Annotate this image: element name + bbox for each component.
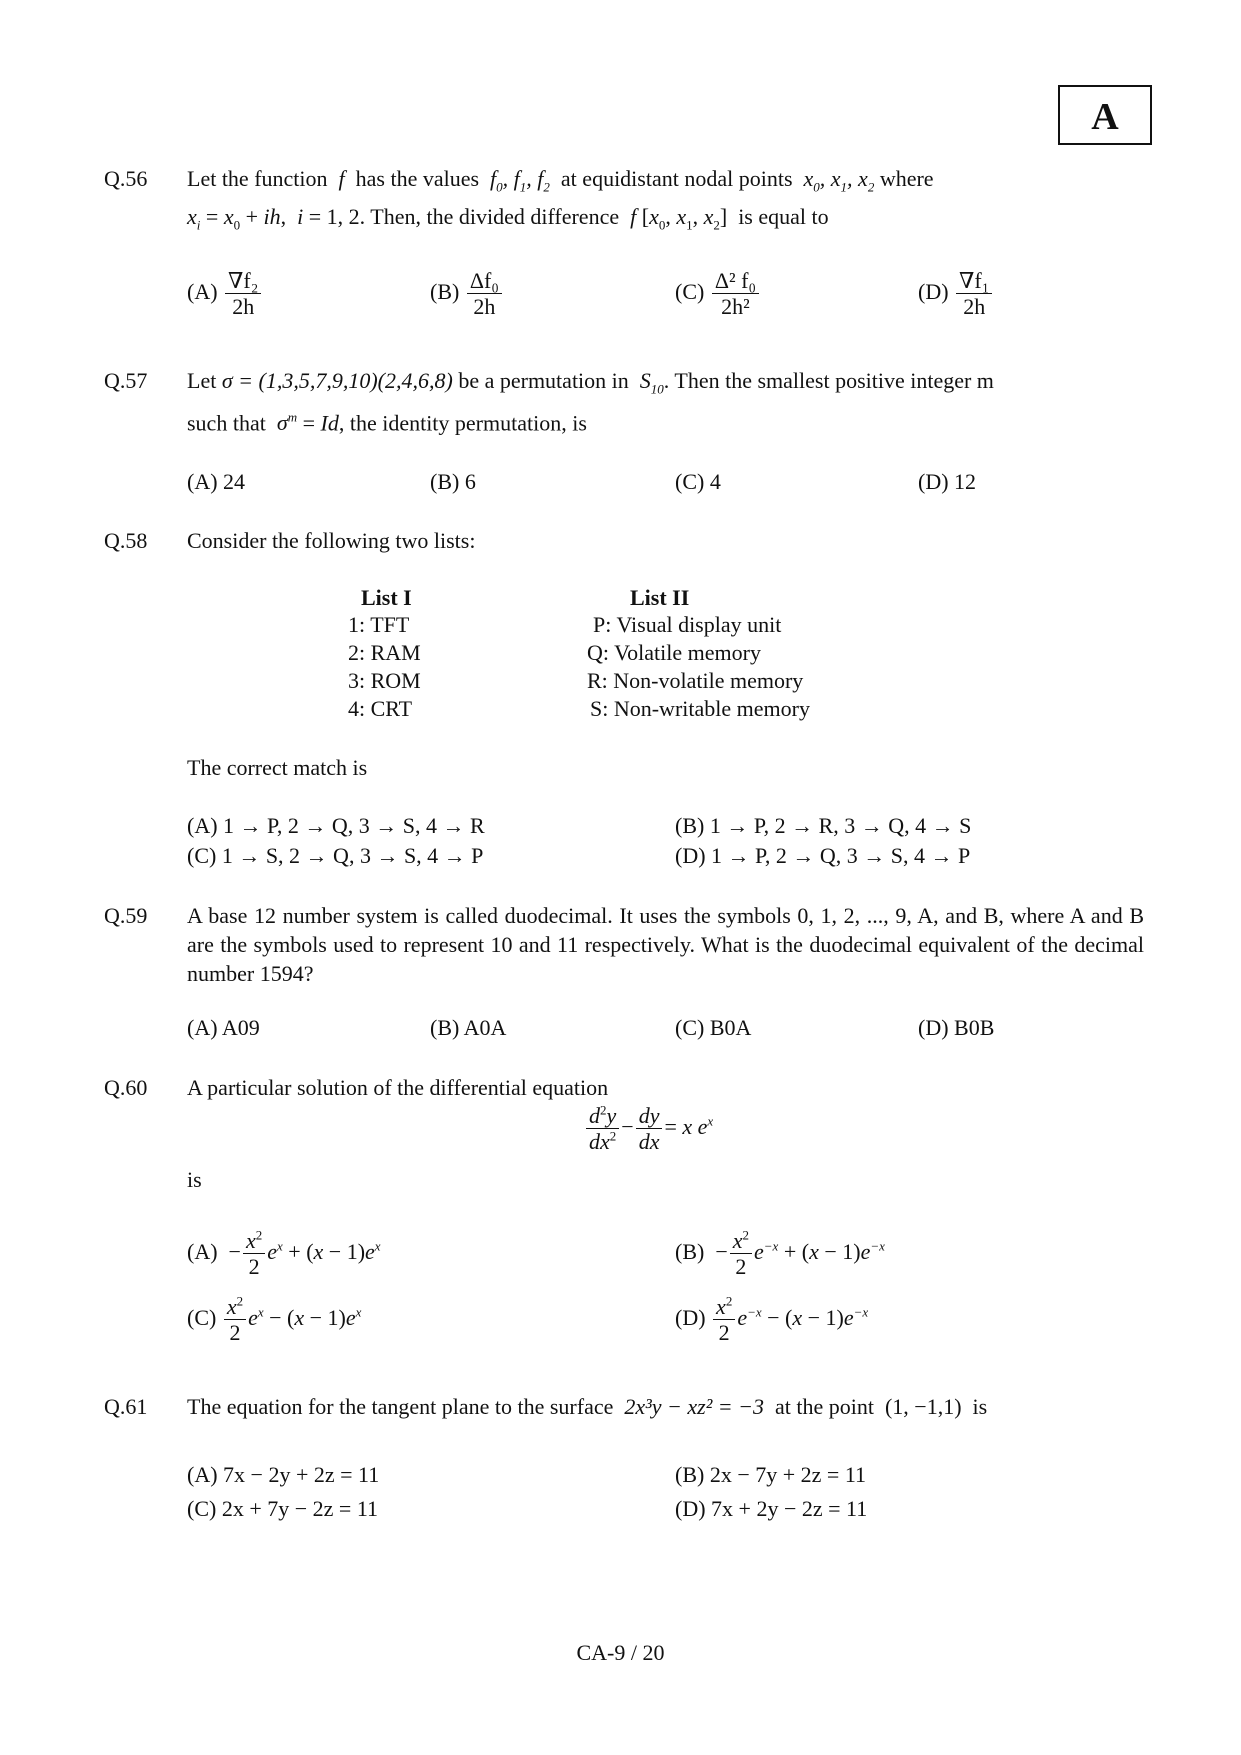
q57-option-a[interactable]: (A) 24: [187, 469, 246, 494]
q58-number: Q.58: [104, 528, 148, 553]
q59-option-c[interactable]: (C) B0A: [675, 1015, 752, 1040]
page-footer: CA-9 / 20: [576, 1640, 665, 1665]
fraction: [712, 268, 759, 320]
q58-option-a[interactable]: (A) 1 → P, 2 → Q, 3 → S, 4 → R: [187, 813, 485, 838]
list2-item: R: Non-volatile memory: [587, 668, 804, 693]
q61-text: at the point: [774, 1394, 874, 1419]
q57-text: . Then the smallest positive integer m: [663, 368, 994, 393]
fraction-denominator: 2h: [963, 294, 986, 320]
q58-option-b[interactable]: (B) 1 → P, 2 → R, 3 → Q, 4 → S: [675, 813, 972, 838]
q58-text: Consider the following two lists:: [187, 528, 476, 553]
q61-point: (1, −1,1): [884, 1394, 962, 1419]
q61-option-d[interactable]: (D) 7x + 2y − 2z = 11: [675, 1496, 868, 1521]
q61-option-c[interactable]: (C) 2x + 7y − 2z = 11: [187, 1496, 378, 1521]
fraction-numerator: ∇f₁: [956, 268, 992, 294]
fraction-numerator: ∇f₂: [225, 268, 261, 294]
q61-number: Q.61: [104, 1394, 148, 1419]
list2-item: Q: Volatile memory: [587, 640, 761, 665]
q57-line1: Let σ = (1,3,5,7,9,10)(2,4,6,8) be a permutation in $S_{10}$. Then the smallest positive integer m: [187, 368, 994, 397]
q56-text: has the values: [355, 166, 480, 191]
q56-text: where: [879, 166, 934, 191]
q58-option-c[interactable]: (C) 1 → S, 2 → Q, 3 → S, 4 → P: [187, 843, 484, 868]
q59-option-d[interactable]: (D) B0B: [918, 1015, 995, 1040]
fraction-denominator: 2h: [232, 294, 255, 320]
option-label: (B): [430, 278, 460, 304]
option-label: (A): [187, 1238, 218, 1264]
q60-text: A particular solution of the differential equation: [187, 1075, 609, 1100]
list1-item: 4: CRT: [348, 696, 413, 721]
q57-text: be a permutation in: [458, 368, 629, 393]
q56-text: is equal to: [738, 204, 829, 229]
q57-option-b[interactable]: (B) 6: [430, 469, 476, 494]
fraction: [225, 268, 261, 320]
list2-title: List II: [630, 585, 690, 610]
q60-is: is: [187, 1167, 202, 1192]
paper-code-box: A: [1058, 85, 1152, 145]
fraction-denominator: 2h²: [721, 294, 750, 320]
q57-option-d[interactable]: (D) 12: [918, 469, 977, 494]
q56-option-d[interactable]: [918, 268, 994, 320]
q56-text: Let the function: [187, 166, 328, 191]
q61-text: The equation for the tangent plane to the surface: [187, 1394, 614, 1419]
option-label: (C): [187, 1304, 217, 1330]
q60-option-d[interactable]: (D) $\frac{x^2}{2}$ $e^{-x} - (x - 1)e^{-x}$: [675, 1293, 869, 1346]
q56-text: . Then, the divided difference: [359, 204, 620, 229]
option-label: (C): [675, 278, 705, 304]
q61-text: [187, 1394, 987, 1420]
q61-option-a[interactable]: (A) 7x − 2y + 2z = 11: [187, 1462, 380, 1487]
q56-option-a[interactable]: [187, 268, 263, 320]
fraction-numerator: Δ² f₀: [712, 268, 759, 294]
list2-item: P: Visual display unit: [593, 612, 782, 637]
q59-option-b[interactable]: (B) A0A: [430, 1015, 507, 1040]
q57-number: Q.57: [104, 368, 148, 393]
q56-text: at equidistant nodal points: [560, 166, 793, 191]
option-label: (B): [675, 1238, 705, 1264]
q60-number: Q.60: [104, 1075, 148, 1100]
q59-option-a[interactable]: (A) A09: [187, 1015, 260, 1040]
q56-line1: Let the function f has the values $f_0$, $f_1$, $f_2$ at equidistant nodal points $x_0$, $x_1$, $x_2$ where: [187, 166, 934, 195]
q60-equation: $\frac{d^2y}{dx^2}$ − $\frac{dy}{dx}$ = x $e^x$: [584, 1103, 713, 1155]
q58-option-d[interactable]: (D) 1 → P, 2 → Q, 3 → S, 4 → P: [675, 843, 971, 868]
q61-surface: 2x³y − xz² = −3: [624, 1394, 764, 1419]
q56-number: Q.56: [104, 166, 148, 191]
q59-number: Q.59: [104, 903, 148, 928]
q56-option-b[interactable]: [430, 268, 504, 320]
q57-text: such that: [187, 410, 266, 436]
option-label: (D): [675, 1304, 706, 1330]
list1-item: 2: RAM: [348, 640, 421, 665]
q56-line2: $x_i = x_0$ + ih, i = 1, 2. Then, the divided difference f [$x_0$, $x_1$, $x_2$] is equal to: [187, 204, 829, 233]
fraction: [467, 268, 502, 320]
list1-title: List I: [361, 585, 412, 610]
list1-item: 1: TFT: [348, 612, 410, 637]
option-label: (A): [187, 278, 218, 304]
q61-option-b[interactable]: (B) 2x − 7y + 2z = 11: [675, 1462, 866, 1487]
q60-option-b[interactable]: (B) − $\frac{x^2}{2}$ $e^{-x} + (x - 1)e^{-x}$: [675, 1227, 885, 1280]
q57-text: , the identity permutation, is: [338, 410, 587, 436]
q57-line2: such that $\sigma^m = Id$, the identity permutation, is: [187, 410, 587, 436]
q58-prompt: The correct match is: [187, 755, 368, 780]
q59-text: A base 12 number system is called duodecimal. It uses the symbols 0, 1, 2, ..., 9, A, and B, where A and B are the symbols used to represent 10 and 11 respectively. What is the duodecimal equivalent of the decimal number 1594?: [187, 903, 1144, 986]
q57-permutation: σ = (1,3,5,7,9,10)(2,4,6,8): [221, 368, 453, 393]
q57-option-c[interactable]: (C) 4: [675, 469, 721, 494]
q57-text: Let: [187, 368, 217, 393]
fraction-denominator: 2h: [473, 294, 496, 320]
list1-item: 3: ROM: [348, 668, 421, 693]
fraction-numerator: Δf₀: [467, 268, 502, 294]
q60-option-c[interactable]: (C) $\frac{x^2}{2}$ $e^x - (x - 1)e^x$: [187, 1293, 362, 1346]
list2-item: S: Non-writable memory: [590, 696, 810, 721]
q60-option-a[interactable]: (A) − $\frac{x^2}{2}$ $e^x + (x - 1)e^x$: [187, 1227, 381, 1280]
q61-text: is: [972, 1394, 988, 1419]
fraction: [956, 268, 992, 320]
q56-option-c[interactable]: [675, 268, 761, 320]
option-label: (D): [918, 278, 949, 304]
